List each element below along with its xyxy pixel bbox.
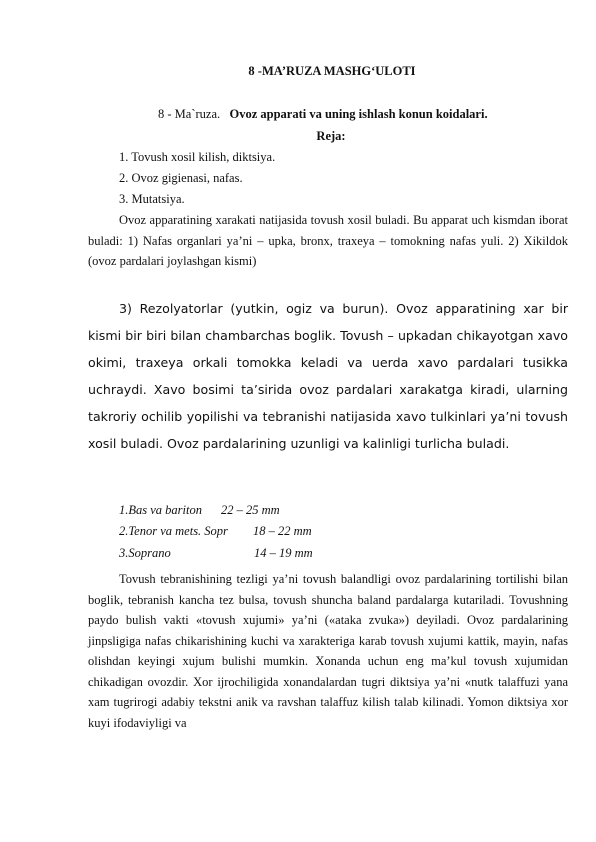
lecture-subtitle	[158, 107, 488, 122]
voice-type-range-2: 18 – 22 mm	[253, 524, 312, 538]
plan-item-2: 2. Ovoz gigienasi, nafas.	[119, 171, 243, 185]
lecture-topic: Ovoz apparati va uning ishlash konun koidalari.	[229, 107, 488, 121]
voice-type-label-1: 1.Bas va bariton	[119, 503, 202, 517]
paragraph-resonators: 3) Rezolyatorlar (yutkin, ogiz va burun). Ovoz apparatining xar bir kismi bir biri bilan chambarchas boglik. Tovush – upkadan chikayotgan xavo okimi, traxeya orkali tomokka keladi va uerda xavo pardalari tusikka uchraydi. Xavo bosimi ta’sirida ovoz pardalari xarakatga kiradi, ularning takroriy ochilib yopilishi va tebranishi natijasida xavo tulkinlari ya’ni tovush xosil buladi. Ovoz pardalarining uzunligi va kalinligi turlicha buladi.	[88, 301, 568, 451]
page-title: 8 -MA’RUZA MASHG‘ULOTI	[248, 64, 416, 78]
plan-item-1: 1. Tovush xosil kilish, diktsiya.	[119, 150, 276, 164]
plan-heading: Reja:	[316, 129, 346, 143]
voice-type-label-2: 2.Tenor va mets. Sopr	[119, 524, 228, 538]
paragraph-apparatus: Ovoz apparatining xarakati natijasida tovush xosil buladi. Bu apparat uch kismdan iborat buladi: 1) Nafas organlari ya’ni – upka, bronx, traxeya – tomokning nafas yuli. 2) Xikildok (ovoz pardalari joylashgan kismi)	[88, 213, 568, 268]
plan-item-3: 3. Mutatsiya.	[119, 192, 185, 206]
voice-type-label-3: 3.Soprano	[119, 546, 171, 560]
voice-type-range-1: 22 – 25 mm	[221, 503, 280, 517]
lecture-number: 8 - Ma`ruza.	[158, 107, 221, 121]
paragraph-pitch: Tovush tebranishining tezligi ya’ni tovush balandligi ovoz pardalarining tortilishi bilan boglik, tebranish kancha tez bulsa, tovush shuncha baland pardalarga kutariladi. Tovushning paydo bulish vakti «tovush xujumi» ya’ni («ataka zvuka») deyiladi. Ovoz pardalarining jinpsligiga nafas chikarishining kuchi va xarakteriga karab tovush xujumi kattik, mayin, nafas olishdan keyingi xujum bulishi mumkin. Xonanda uchun eng ma’kul tovush xujumidan chikadigan ovozdir. Xor ijrochiligida xonandalardan tugri diktsiya ya’ni «nutk talaffuzi yana xam tugrirogi adabiy tekstni anik va ravshan talaffuz kilish talab kilinadi. Yomon diktsiya xor kuyi ifodaviyligi va	[88, 572, 568, 730]
voice-type-range-3: 14 – 19 mm	[254, 546, 313, 560]
